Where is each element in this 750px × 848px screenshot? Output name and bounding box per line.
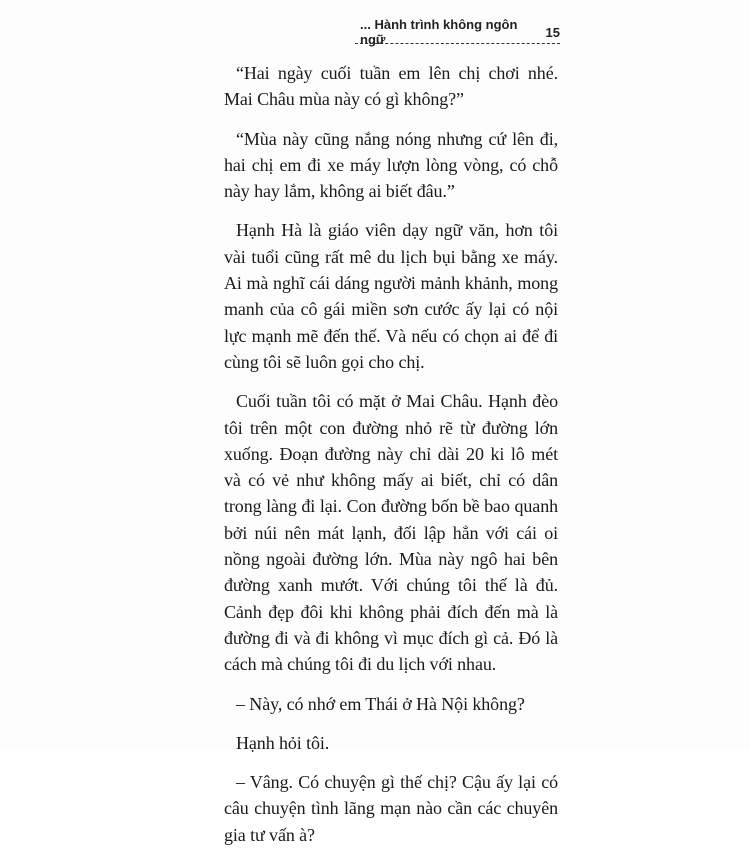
paragraph: Hạnh hỏi tôi. — [236, 732, 330, 753]
paragraph: – Vâng. Có chuyện gì thế chị? Cậu ấy lại có câu chuyện tình lãng mạn nào cần các chuyên gia tư vấn à? — [224, 772, 558, 845]
paragraph: – Này, có nhớ em Thái ở Hà Nội không? — [236, 693, 525, 714]
paragraph: Hạnh Hà là giáo viên dạy ngữ văn, hơn tôi vài tuổi cũng rất mê du lịch bụi bằng xe máy. Ai mà nghĩ cái dáng người mảnh khảnh, mong manh của cô gái miền sơn cước ấy lại có nội lực mạnh mẽ đến thế. Và nếu có chọn ai để đi cùng tôi sẽ luôn gọi cho chị. — [224, 220, 558, 372]
running-header — [360, 17, 560, 47]
chapter-title: ... Hành trình không ngôn ngữ — [360, 17, 518, 47]
body-text — [224, 60, 558, 848]
paragraph: “Hai ngày cuối tuần em lên chị chơi nhé. Mai Châu mùa này có gì không?” — [224, 63, 558, 110]
paragraph: Cuối tuần tôi có mặt ở Mai Châu. Hạnh đèo tôi trên một con đường nhỏ rẽ từ đường lớn xuống. Đoạn đường này chỉ dài 20 ki lô mét và có vẻ như không mấy ai biết, chỉ có dân trong làng đi lại. Con đường bốn bề bao quanh bởi núi nên mát lạnh, đối lập hẳn với cái oi nồng ngoài đường lớn. Mùa này ngô hai bên đường xanh mướt. Với chúng tôi thế là đủ. Cảnh đẹp đôi khi không phải đích đến mà là đường đi và đi không vì mục đích gì cả. Đó là cách mà chúng tôi đi du lịch với nhau. — [224, 391, 558, 675]
page-number: 15 — [545, 24, 560, 40]
header-dashed-rule — [355, 43, 560, 44]
paragraph: “Mùa này cũng nắng nóng nhưng cứ lên đi, hai chị em đi xe máy lượn lòng vòng, có chỗ này hay lắm, không ai biết đâu.” — [224, 128, 558, 202]
